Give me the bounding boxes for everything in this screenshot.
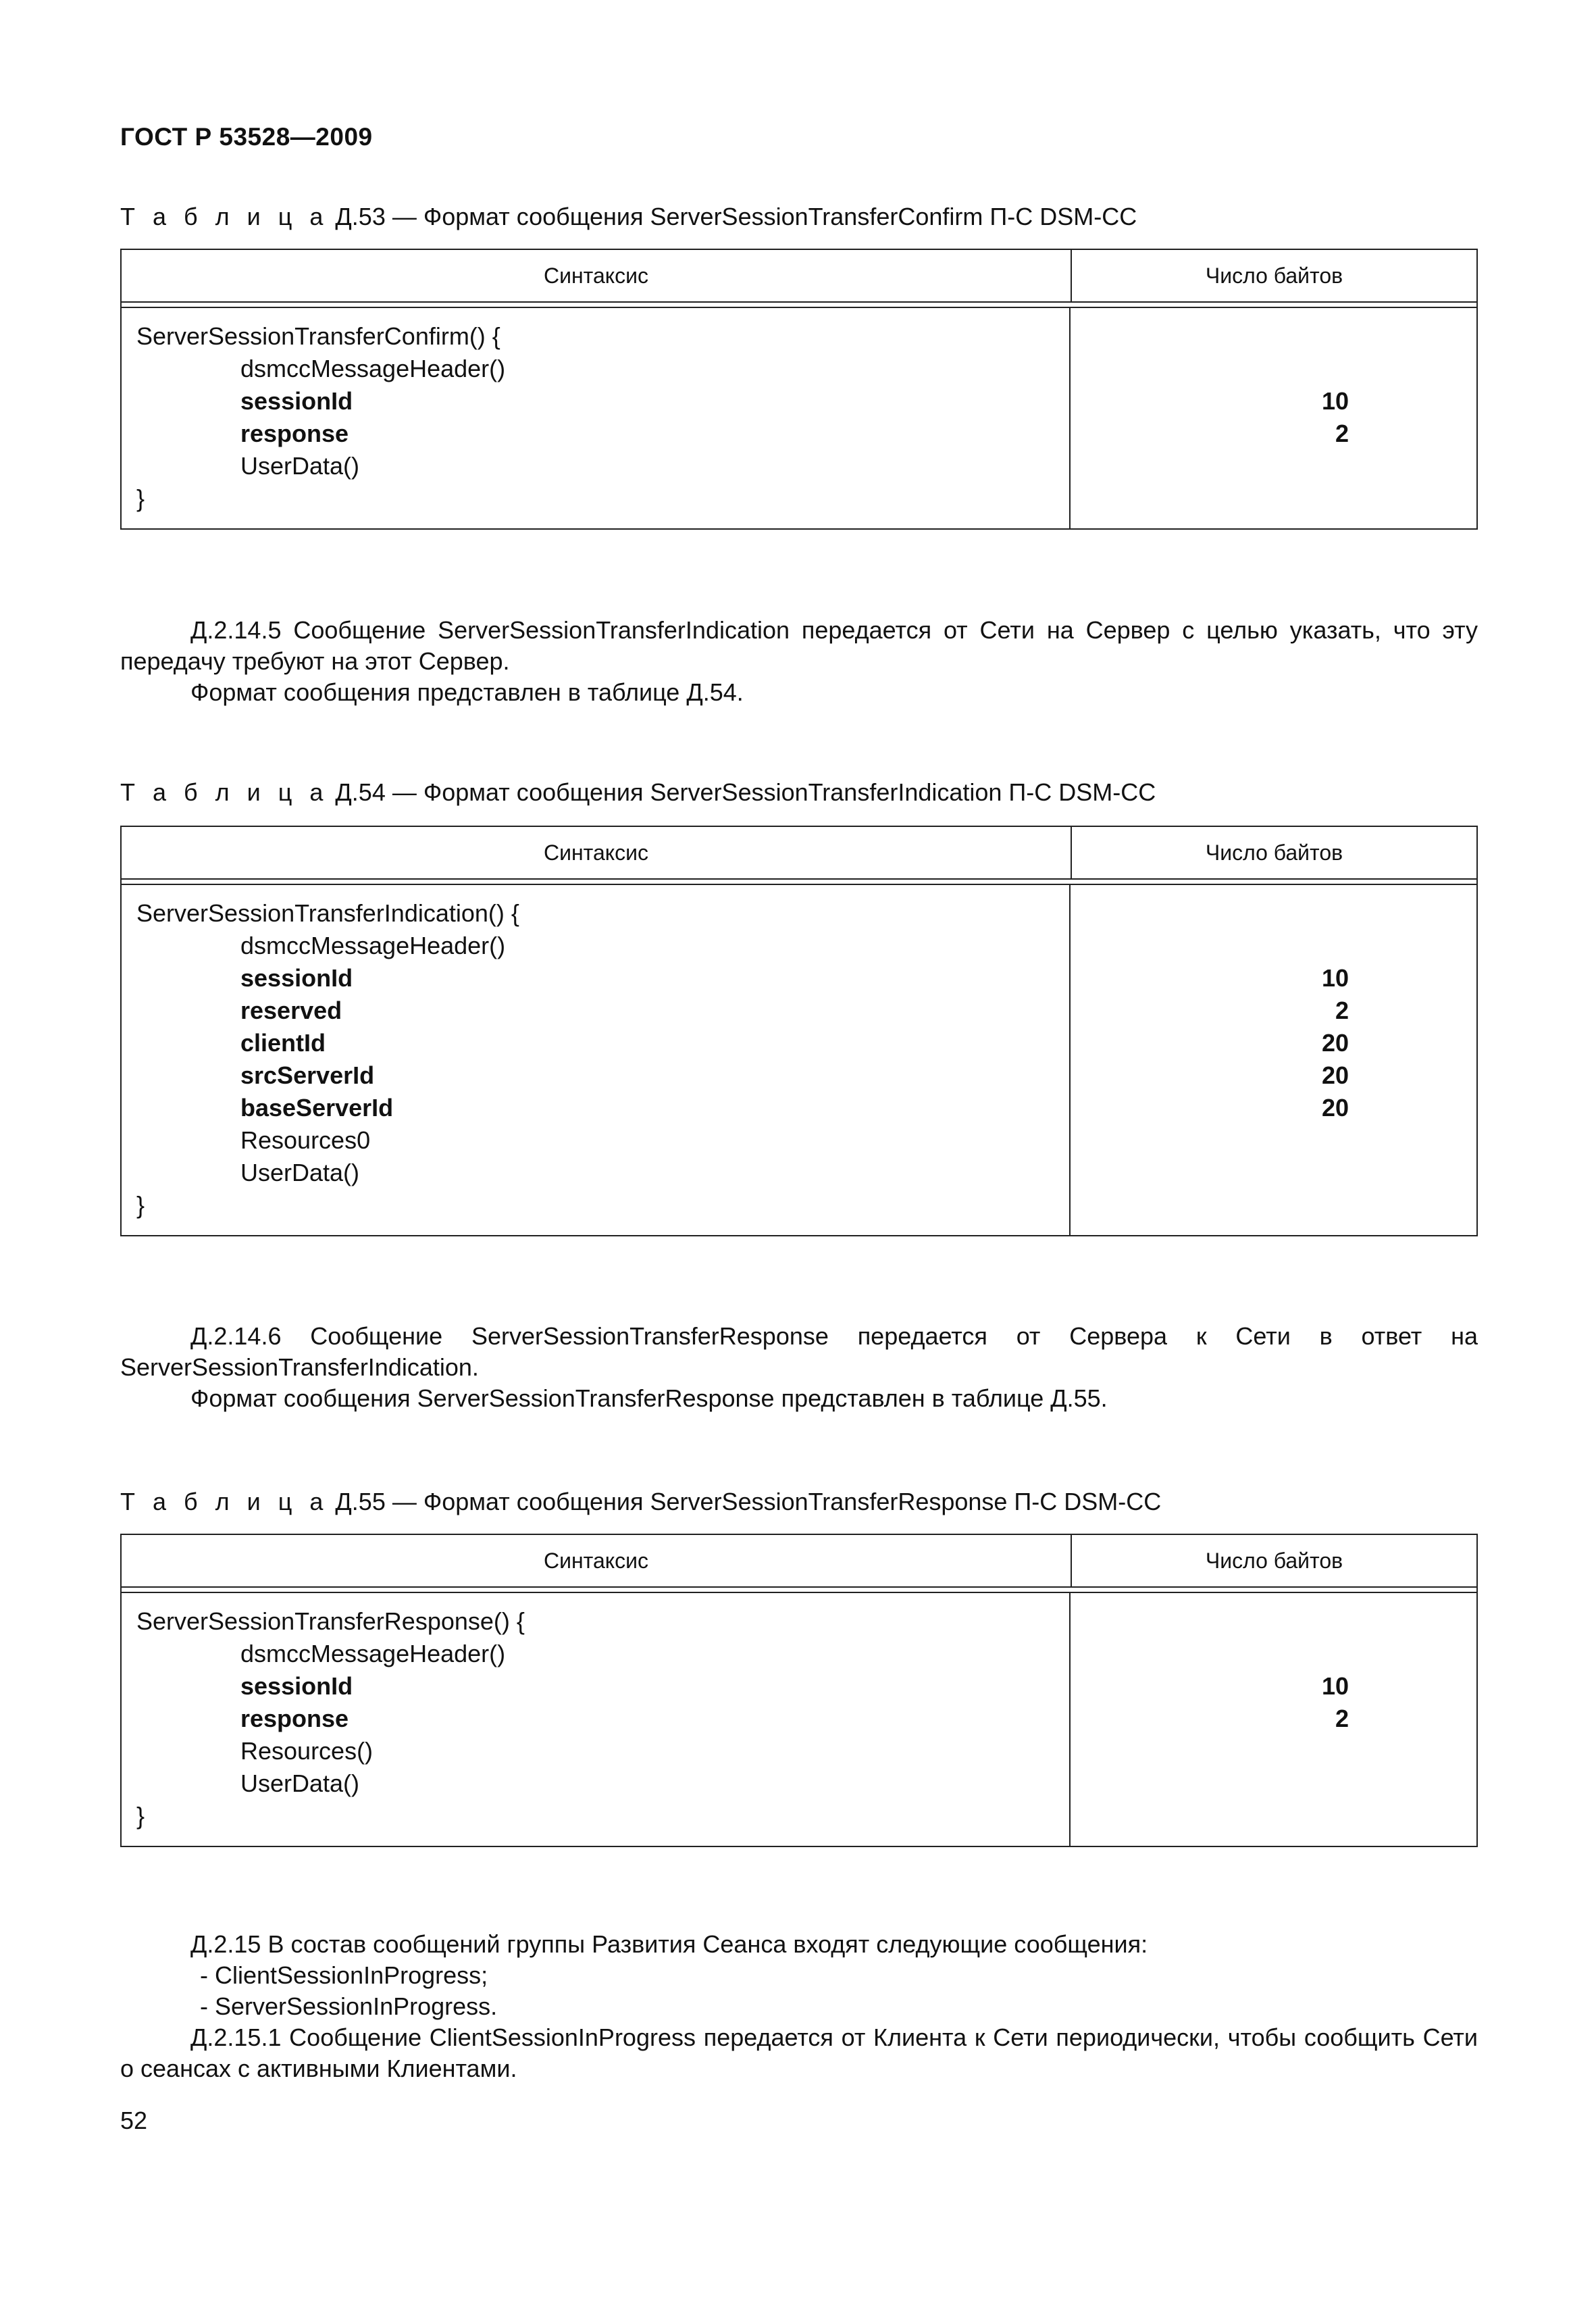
caption-text: Д.53 — Формат сообщения ServerSessionTransferConfirm П-С DSM-CC [335, 203, 1137, 230]
syntax-field: response [240, 1705, 349, 1732]
page-number: 52 [120, 2107, 148, 2134]
syntax-line: dsmccMessageHeader() [240, 355, 506, 382]
table-d55 [120, 1534, 1478, 1847]
syntax-line: dsmccMessageHeader() [240, 1640, 506, 1667]
bytes-value: 2 [1335, 997, 1349, 1024]
bytes-value [1071, 930, 1349, 962]
bytes-value: 10 [1321, 964, 1349, 992]
bytes-value: 10 [1321, 1672, 1349, 1700]
syntax-line: dsmccMessageHeader() [240, 932, 506, 959]
syntax-line: Resources0 [240, 1126, 371, 1154]
syntax-cell [122, 885, 1071, 1235]
table-caption [120, 778, 1156, 807]
caption-label: Т а б л и ц а [120, 1488, 329, 1515]
list-item: - ClientSessionInProgress; [200, 1961, 488, 1989]
syntax-cell [122, 308, 1071, 528]
syntax-field: reserved [240, 997, 342, 1024]
paragraph-block [120, 1321, 1478, 1414]
column-header-syntax: Синтаксис [122, 1535, 1072, 1586]
bytes-value [1071, 320, 1349, 353]
syntax-field: sessionId [240, 964, 353, 992]
caption-label: Т а б л и ц а [120, 203, 329, 230]
paragraph: Формат сообщения представлен в таблице Д.54. [190, 678, 744, 706]
bytes-value [1071, 1605, 1349, 1638]
bytes-value: 10 [1321, 387, 1349, 415]
syntax-field: response [240, 420, 349, 447]
syntax-field: srcServerId [240, 1061, 375, 1089]
table-caption [120, 203, 1137, 231]
table-caption [120, 1488, 1161, 1516]
bytes-value: 20 [1321, 1094, 1349, 1122]
syntax-line: } [136, 1802, 145, 1830]
column-header-syntax: Синтаксис [122, 827, 1072, 878]
syntax-field: sessionId [240, 1672, 353, 1700]
syntax-line: Resources() [240, 1737, 374, 1765]
column-header-bytes: Число байтов [1205, 1548, 1343, 1573]
syntax-line: ServerSessionTransferIndication() { [136, 899, 519, 927]
bytes-value [1071, 897, 1349, 930]
bytes-value: 20 [1321, 1029, 1349, 1057]
paragraph: Д.2.15.1 Сообщение ClientSessionInProgress передается от Клиента к Сети периодически, чтобы сообщить Сети о сеансах с активными Клиентами. [120, 2023, 1478, 2082]
bytes-value [1071, 1638, 1349, 1670]
caption-text: Д.55 — Формат сообщения ServerSessionTransferResponse П-С DSM-CC [335, 1488, 1162, 1515]
syntax-line: } [136, 1191, 145, 1219]
syntax-cell [122, 1593, 1071, 1846]
table-d53 [120, 249, 1478, 530]
paragraph: Д.2.15 В состав сообщений группы Развития Сеанса входят следующие сообщения: [190, 1930, 1148, 1958]
bytes-cell [1071, 308, 1476, 528]
syntax-line: } [136, 484, 145, 512]
syntax-field: baseServerId [240, 1094, 394, 1122]
column-header-bytes: Число байтов [1205, 263, 1343, 288]
paragraph: Д.2.14.6 Сообщение ServerSessionTransferResponse передается от Сервера к Сети в ответ на ServerSessionTransferIndication. [120, 1322, 1478, 1381]
list-item: - ServerSessionInProgress. [200, 1992, 498, 2020]
bytes-value: 2 [1335, 420, 1349, 447]
syntax-line: ServerSessionTransferResponse() { [136, 1607, 525, 1635]
caption-text: Д.54 — Формат сообщения ServerSessionTransferIndication П-С DSM-CC [335, 778, 1156, 806]
paragraph: Д.2.14.5 Сообщение ServerSessionTransferIndication передается от Сети на Сервер с целью указать, что эту передачу требуют на этот Сервер. [120, 616, 1478, 675]
paragraph: Формат сообщения ServerSessionTransferResponse представлен в таблице Д.55. [190, 1384, 1108, 1412]
syntax-line: UserData() [240, 452, 360, 480]
syntax-line: UserData() [240, 1769, 360, 1797]
bytes-cell [1071, 885, 1476, 1235]
syntax-line: UserData() [240, 1159, 360, 1186]
caption-label: Т а б л и ц а [120, 778, 329, 806]
syntax-field: clientId [240, 1029, 326, 1057]
column-header-bytes: Число байтов [1205, 840, 1343, 865]
paragraph-block [120, 615, 1478, 708]
bytes-cell [1071, 1593, 1476, 1846]
bytes-value [1071, 353, 1349, 385]
bytes-value: 20 [1321, 1061, 1349, 1089]
document-header: ГОСТ Р 53528—2009 [120, 123, 373, 151]
bytes-value: 2 [1335, 1705, 1349, 1732]
paragraph-block [120, 1929, 1478, 2084]
column-header-syntax: Синтаксис [122, 250, 1072, 301]
table-d54 [120, 826, 1478, 1236]
syntax-line: ServerSessionTransferConfirm() { [136, 322, 500, 350]
syntax-field: sessionId [240, 387, 353, 415]
